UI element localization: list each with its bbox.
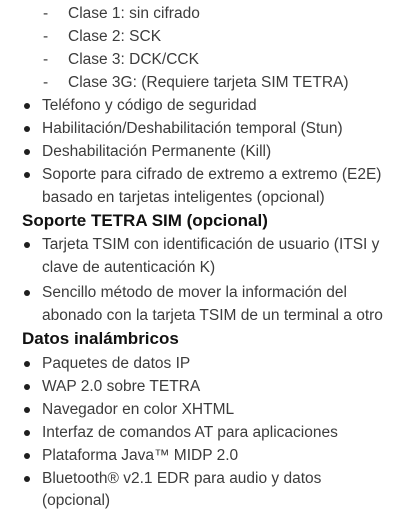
list-item: Teléfono y código de seguridad bbox=[42, 97, 257, 114]
bullet-marker bbox=[24, 384, 30, 390]
sub-list-item: Clase 1: sin cifrado bbox=[68, 5, 200, 22]
sub-list-item: Clase 2: SCK bbox=[68, 28, 162, 45]
list-item: Habilitación/Deshabilitación temporal (Stun) bbox=[42, 120, 343, 137]
bullet-marker bbox=[24, 290, 30, 296]
bullet-marker bbox=[24, 430, 30, 436]
list-item: Tarjeta TSIM con identificación de usuario (ITSI y bbox=[42, 236, 380, 253]
dash-marker: - bbox=[43, 51, 49, 68]
bullet-marker bbox=[24, 103, 30, 109]
bullet-marker bbox=[24, 361, 30, 367]
section-heading-tetra-sim: Soporte TETRA SIM (opcional) bbox=[22, 211, 268, 230]
list-item-continuation: basado en tarjetas inteligentes (opcional) bbox=[42, 189, 325, 206]
list-item-continuation: clave de autenticación K) bbox=[42, 259, 216, 276]
dash-marker: - bbox=[43, 5, 49, 22]
bullet-marker bbox=[24, 242, 30, 248]
list-item: Soporte para cifrado de extremo a extremo (E2E) bbox=[42, 166, 382, 183]
dash-marker: - bbox=[43, 74, 49, 91]
list-item: Sencillo método de mover la información del bbox=[42, 284, 347, 301]
list-item-continuation: abonado con la tarjeta TSIM de un terminal a otro bbox=[42, 307, 383, 324]
bullet-marker bbox=[24, 172, 30, 178]
section-heading-wireless-data: Datos inalámbricos bbox=[22, 329, 179, 348]
dash-marker: - bbox=[43, 28, 49, 45]
sub-list-item: Clase 3G: (Requiere tarjeta SIM TETRA) bbox=[68, 74, 349, 91]
bullet-marker bbox=[24, 407, 30, 413]
bullet-marker bbox=[24, 476, 30, 482]
bullet-marker bbox=[24, 126, 30, 132]
list-item: Paquetes de datos IP bbox=[42, 355, 191, 372]
sub-list-item: Clase 3: DCK/CCK bbox=[68, 51, 199, 68]
list-item: Navegador en color XHTML bbox=[42, 401, 235, 418]
list-item: Deshabilitación Permanente (Kill) bbox=[42, 143, 272, 160]
list-item: Bluetooth® v2.1 EDR para audio y datos bbox=[42, 470, 322, 487]
list-item: WAP 2.0 sobre TETRA bbox=[42, 378, 201, 395]
list-item: Interfaz de comandos AT para aplicaciones bbox=[42, 424, 338, 441]
list-item: Plataforma Java™ MIDP 2.0 bbox=[42, 447, 239, 464]
bullet-marker bbox=[24, 149, 30, 155]
bullet-marker bbox=[24, 453, 30, 459]
list-item-continuation: (opcional) bbox=[42, 492, 111, 509]
